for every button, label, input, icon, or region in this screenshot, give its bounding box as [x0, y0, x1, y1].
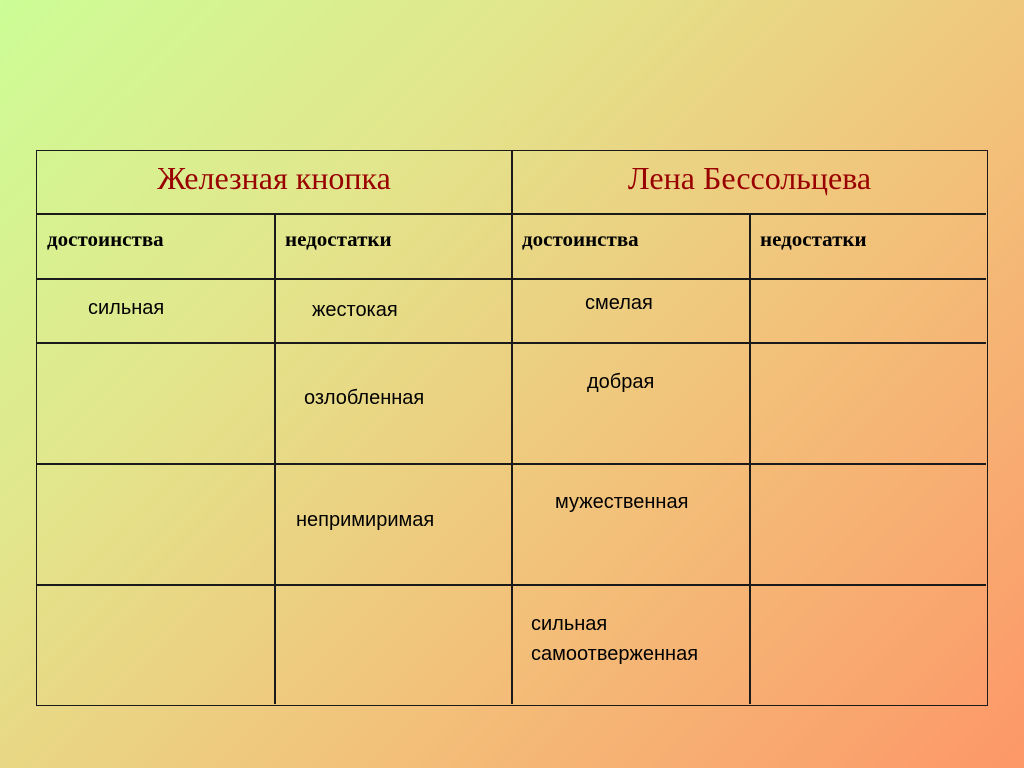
column-divider [749, 213, 751, 704]
right-pro-2: добрая [587, 371, 655, 393]
column-divider [511, 151, 513, 704]
left-con-3: непримиримая [296, 509, 435, 531]
subheader-right-cons: недостатки [760, 227, 867, 251]
header-lena-bessoltseva: Лена Бессольцева [627, 160, 872, 196]
right-pro-4: сильная [531, 613, 608, 635]
left-pro-1: сильная [88, 297, 165, 319]
right-pro-1: смелая [585, 292, 653, 314]
left-con-2: озлобленная [304, 387, 425, 409]
right-pro-3: мужественная [555, 491, 689, 513]
subheader-left-pros: достоинства [47, 227, 164, 251]
right-pro-5: самоотверженная [531, 643, 699, 665]
header-zheleznaya-knopka: Железная кнопка [157, 160, 391, 196]
subheader-left-cons: недостатки [285, 227, 392, 251]
left-con-1: жестокая [312, 299, 398, 321]
subheader-right-pros: достоинства [522, 227, 639, 251]
column-divider [274, 213, 276, 704]
